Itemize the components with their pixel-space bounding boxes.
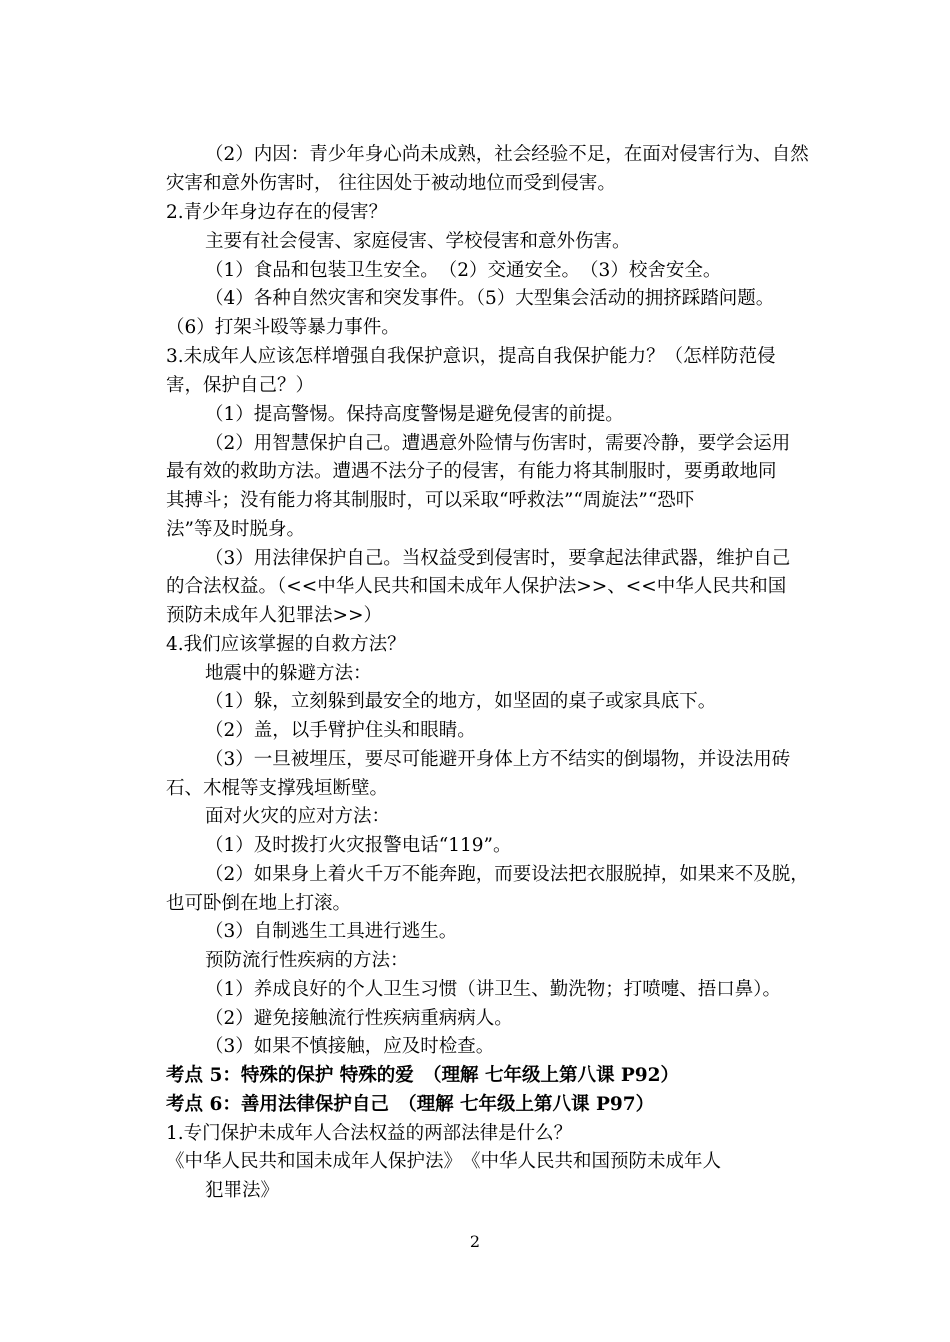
- question-heading: 1.专门保护未成年人合法权益的两部法律是什么？: [166, 1123, 573, 1144]
- page-number: 2: [469, 1232, 481, 1251]
- text-line: （2）如果身上着火千万不能奔跑，而要设法把衣服脱掉，如果来不及脱，: [205, 864, 809, 885]
- text-line: 灾害和意外伤害时， 往往因处于被动地位而受到侵害。: [166, 173, 616, 194]
- text-line: 预防未成年人犯罪法>>）: [166, 605, 383, 626]
- text-line: 其搏斗；没有能力将其制服时，可以采取“呼救法”“周旋法”“恐吓: [166, 490, 695, 511]
- text-line: （1）躲，立刻躲到最安全的地方，如坚固的桌子或家具底下。: [205, 691, 717, 712]
- section-heading: 考点 5：特殊的保护 特殊的爱 （理解 七年级上第八课 P92）: [166, 1065, 680, 1086]
- text-line: （1）食品和包装卫生安全。 （2）交通安全。 （3）校舍安全。: [205, 260, 722, 281]
- text-line: （1）及时拨打火灾报警电话“119”。: [205, 835, 512, 856]
- text-line: 害，保护自己？）: [166, 375, 315, 396]
- text-line: 预防流行性疾病的方法：: [205, 950, 409, 971]
- text-line: （3）用法律保护自己。当权益受到侵害时，要拿起法律武器，维护自己: [205, 548, 791, 569]
- text-line: （1）提高警惕。保持高度警惕是避免侵害的前提。: [205, 404, 624, 425]
- text-line: 《中华人民共和国未成年人保护法》 《中华人民共和国预防未成年人: [166, 1151, 722, 1172]
- text-line: （3）如果不慎接触，应及时检查。: [205, 1036, 495, 1057]
- text-line: （4）各种自然灾害和突发事件。（5）大型集会活动的拥挤踩踏问题。: [205, 288, 775, 309]
- text-line: 面对火灾的应对方法：: [205, 806, 391, 827]
- text-line: （2）避免接触流行性疾病重病病人。: [205, 1008, 513, 1029]
- question-heading: 3.未成年人应该怎样增强自我保护意识，提高自我保护能力？（怎样防范侵: [166, 346, 776, 367]
- text-line: 法”等及时脱身。: [166, 519, 305, 540]
- text-line: 石、木棍等支撑残垣断壁。: [166, 778, 389, 799]
- text-line: （6）打架斗殴等暴力事件。: [166, 317, 400, 338]
- text-line: 主要有社会侵害、家庭侵害、学校侵害和意外伤害。: [205, 231, 631, 252]
- text-line: （3）自制逃生工具进行逃生。: [205, 921, 458, 942]
- text-line: 地震中的躲避方法：: [205, 663, 372, 684]
- text-line: 最有效的救助方法。遭遇不法分子的侵害，有能力将其制服时，要勇敢地同: [166, 461, 777, 482]
- text-line: （2）内因：青少年身心尚未成熟，社会经验不足，在面对侵害行为、自然: [205, 144, 809, 165]
- text-line: （2）盖，以手臂护住头和眼睛。: [205, 720, 476, 741]
- section-heading: 考点 6：善用法律保护自己 （理解 七年级上第八课 P97）: [166, 1094, 655, 1115]
- text-line: 的合法权益。（<<中华人民共和国未成年人保护法>>、<<中华人民共和国: [166, 576, 787, 597]
- text-line: （1）养成良好的个人卫生习惯（讲卫生、勤洗物；打喷嚏、捂口鼻）。: [205, 979, 782, 1000]
- text-line: （3）一旦被埋压，要尽可能避开身体上方不结实的倒塌物，并设法用砖: [205, 749, 791, 770]
- text-line: （2）用智慧保护自己。遭遇意外险情与伤害时，需要冷静，要学会运用: [205, 433, 791, 454]
- question-heading: 4.我们应该掌握的自救方法？: [166, 634, 406, 655]
- text-line: 也可卧倒在地上打滚。: [166, 893, 352, 914]
- text-line: 犯罪法》: [205, 1180, 280, 1201]
- question-heading: 2.青少年身边存在的侵害？: [166, 202, 388, 223]
